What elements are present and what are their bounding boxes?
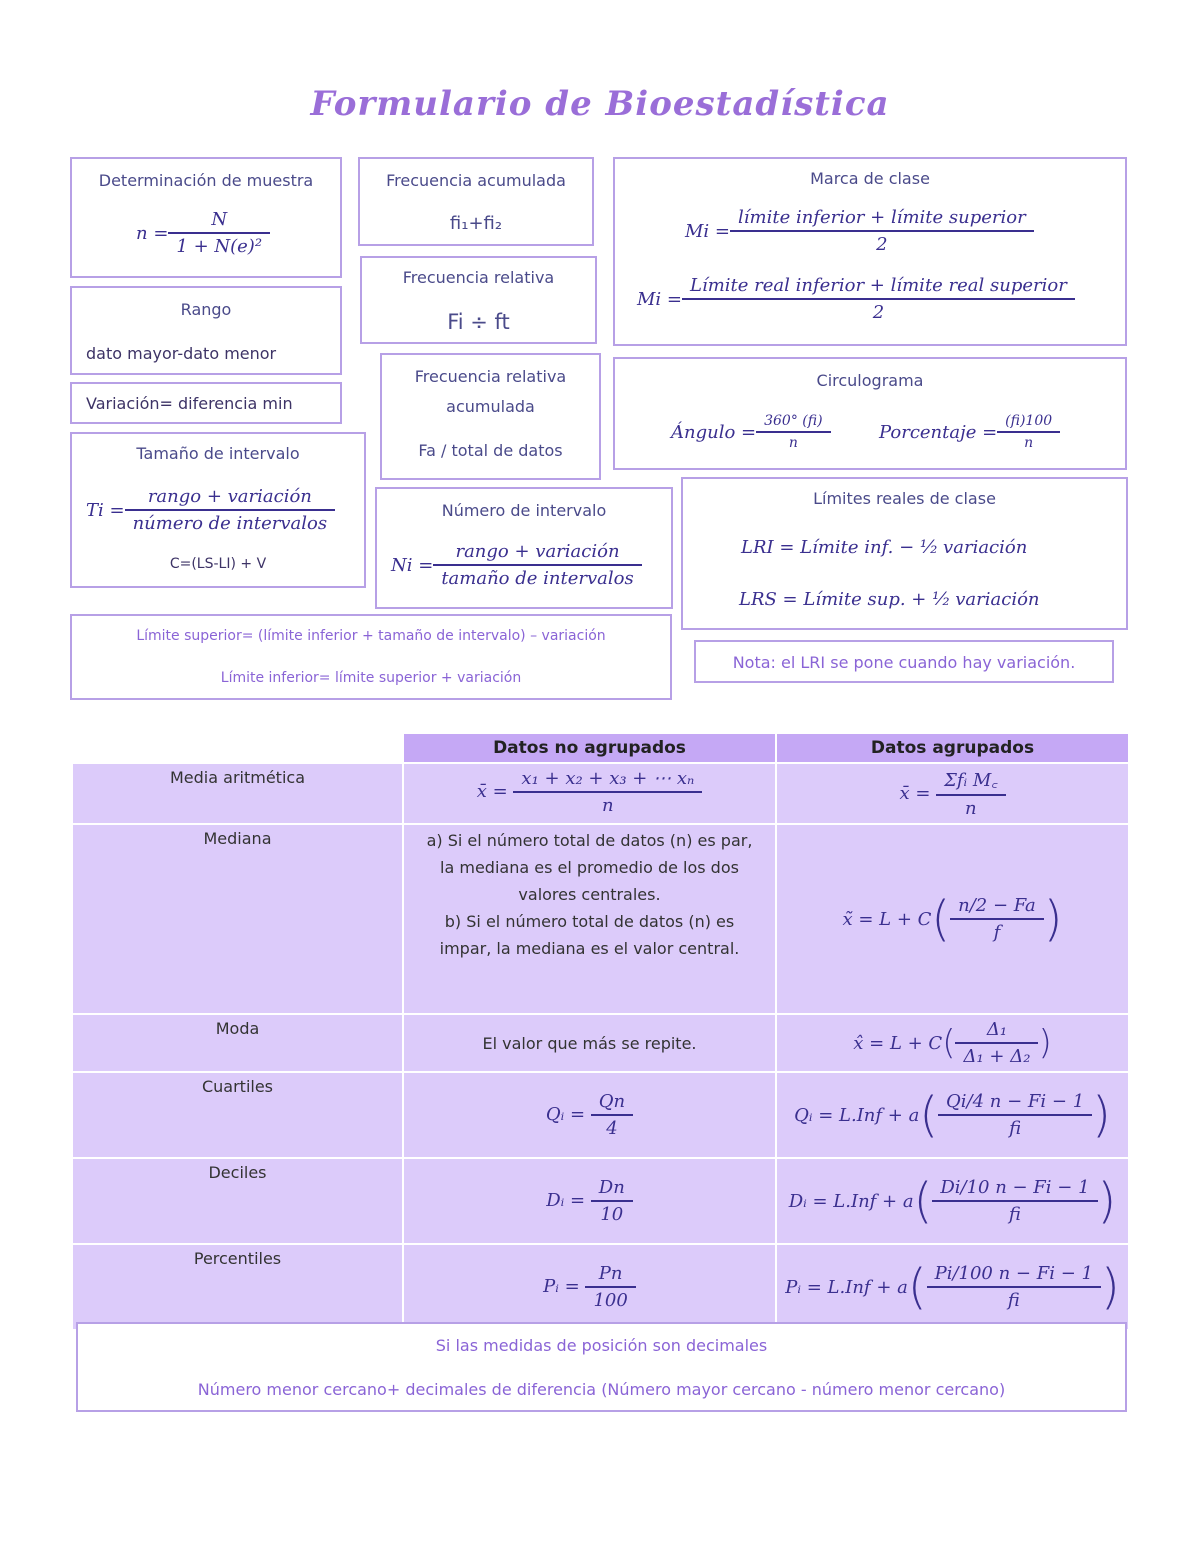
cell-no-agrupados [403,763,776,824]
box-header-2: acumulada [446,397,535,416]
formula-denominator: 10 [591,1200,633,1225]
paren-open: ( [913,1173,933,1229]
table-header-no-agrupados: Datos no agrupados [403,733,776,763]
formula-numerator: x₁ + x₂ + x₃ + ⋯ xₙ [521,768,695,789]
formula-denominator: 1 + N(e)² [168,232,270,257]
table-row-media [72,763,1129,824]
formula-lhs: Ti = [86,499,125,521]
limite-superior-text: Límite superior= (límite inferior + tamaño de intervalo) – variación [136,628,606,644]
box-header: Número de intervalo [441,501,607,520]
box-header: Rango [180,300,232,319]
box-header: Frecuencia acumulada [386,171,566,190]
frec-rel-acum-text: Fa / total de datos [418,441,563,460]
formula-denominator: 4 [591,1114,633,1139]
formula-angulo [671,413,831,451]
row-label: Moda [72,1014,403,1072]
table-row-percentiles [72,1244,1129,1330]
box-variacion [70,382,342,424]
box-numero-intervalo [375,487,673,609]
cell-no-agrupados [403,1244,776,1330]
formula-lhs: Qᵢ = L.Inf + a [794,1104,920,1126]
variacion-text: Variación= diferencia min [86,394,293,413]
box-header: Tamaño de intervalo [136,444,300,463]
paren-close: ) [1100,1259,1120,1315]
paren-close: ) [1038,1023,1052,1063]
box-header: Límites reales de clase [813,489,996,508]
table-header-row [72,733,1129,763]
formula-denominator: tamaño de intervalos [433,564,641,589]
mediana-par-text: a) Si el número total de datos (n) es par, la mediana es el promedio de los dos valores centrales. [426,831,753,904]
tamano-extra: C=(LS-LI) + V [169,556,267,572]
box-circulograma [613,357,1127,470]
table-row-cuartiles [72,1072,1129,1158]
formula-denominator: 100 [585,1286,635,1311]
table-row-moda [72,1014,1129,1072]
formula-denominator: número de intervalos [125,509,336,534]
decimales-title: Si las medidas de posición son decimales [435,1336,768,1355]
formula-numerator: Límite real inferior + límite real superior [690,275,1067,296]
formula-lhs: n = [136,222,169,244]
formula-numerator: Di/10 n − Fi − 1 [940,1177,1090,1198]
box-frecuencia-relativa [360,256,597,344]
row-label: Percentiles [72,1244,403,1330]
formula-numerator: Δ₁ [986,1019,1008,1040]
cell-agrupados [776,763,1129,824]
formula-denominator: 2 [730,230,1034,255]
table-header-agrupados: Datos agrupados [776,733,1129,763]
formula-denominator: n [997,431,1060,451]
mediana-impar-text: b) Si el número total de datos (n) es impar, la mediana es el valor central. [439,912,740,958]
formula-denominator: fi [927,1286,1101,1311]
formula-lhs: Porcentaje = [879,421,998,443]
box-header: Frecuencia relativa [414,367,567,386]
box-limite-superior-inferior [70,614,672,700]
paren-open: ( [919,1087,939,1143]
formula-numerator: Pi/100 n − Fi − 1 [934,1263,1093,1284]
box-frecuencia-acumulada [358,157,594,246]
box-rango [70,286,342,375]
cell-no-agrupados [403,1072,776,1158]
paren-open: ( [942,1023,956,1063]
formula-numerator: Qi/4 n − Fi − 1 [946,1091,1085,1112]
formula-tamano [86,486,335,534]
cell-agrupados [776,1244,1129,1330]
formula-lhs: Qᵢ = [545,1104,586,1125]
paren-open: ( [907,1259,927,1315]
formula-numero-intervalo [391,541,642,589]
cell-no-agrupados: El valor que más se repite. [403,1014,776,1072]
formula-numerator: Dn [598,1177,625,1198]
box-header: Circulograma [816,371,924,390]
row-label: Cuartiles [72,1072,403,1158]
formula-lhs: Ni = [391,554,434,576]
rango-text: dato mayor-dato menor [86,344,277,363]
formula-lhs: Mi = [685,220,730,242]
box-limites-reales [681,477,1128,630]
formula-numerator: 360° (fi) [764,413,823,429]
table-row-deciles [72,1158,1129,1244]
formula-lri: LRI = Límite inf. − ¹⁄₂ variación [741,537,1028,558]
formula-marca-1 [685,207,1034,255]
formula-denominator: 2 [682,298,1075,323]
row-label: Media aritmética [72,763,403,824]
formula-denominator: f [950,918,1044,943]
box-tamano-intervalo [70,432,366,588]
formula-lhs: Mi = [637,288,682,310]
formula-lhs: Ángulo = [671,421,757,443]
cell-no-agrupados [403,1158,776,1244]
formula-marca-2 [637,275,1075,323]
formula-lhs: Pᵢ = [543,1276,580,1297]
formula-lhs: Dᵢ = [546,1190,586,1211]
box-nota [694,640,1114,683]
page-title: Formulario de Bioestadística [310,84,890,124]
formula-denominator: n [513,791,702,816]
cell-agrupados [776,1158,1129,1244]
formula-lhs: x̂ = L + C [853,1032,943,1054]
formula-lhs: x̄ = [476,781,508,802]
box-decimales [76,1322,1127,1412]
cell-agrupados [776,1014,1129,1072]
box-header: Determinación de muestra [98,171,314,190]
paren-close: ) [1097,1173,1117,1229]
box-marca-clase [613,157,1127,346]
formula-denominator: n [936,794,1005,819]
formula-numerator: Qn [598,1091,626,1112]
formula-porcentaje [879,413,1060,451]
limite-inferior-text: Límite inferior= límite superior + variación [220,670,522,686]
box-header: Frecuencia relativa [402,268,555,287]
decimales-text: Número menor cercano+ decimales de diferencia (Número mayor cercano - número menor cercano) [197,1380,1006,1399]
measures-table [71,732,1130,1331]
formula-denominator: fi [938,1114,1092,1139]
box-header: Marca de clase [810,169,930,188]
formula-lhs: x̄ = [899,782,931,804]
formula-lhs: x̃ = L + C [842,908,932,930]
formula-numerator: n/2 − Fa [958,895,1036,916]
frec-acum-text: fi₁+fi₂ [449,213,503,234]
formula-lhs: Pᵢ = L.Inf + a [785,1276,908,1298]
table-header-blank [72,733,403,763]
cell-no-agrupados [403,824,776,1014]
formula-numerator: Pn [598,1263,623,1284]
formula-numerator: rango + variación [455,541,620,562]
paren-close: ) [1043,891,1063,947]
formula-numerator: rango + variación [147,486,312,507]
formula-lhs: Dᵢ = L.Inf + a [788,1190,914,1212]
cell-agrupados [776,824,1129,1014]
formula-numerator: Σfᵢ M꜀ [944,770,998,791]
formula-numerator: (fi)100 [1005,413,1053,429]
box-frecuencia-relativa-acumulada [380,353,601,480]
paren-close: ) [1092,1087,1111,1143]
row-label: Mediana [72,824,403,1014]
formula-denominator: n [756,431,830,451]
row-label: Deciles [72,1158,403,1244]
frec-rel-text: Fi ÷ ft [447,310,510,334]
formula-denominator: Δ₁ + Δ₂ [955,1042,1038,1067]
paren-open: ( [931,891,951,947]
formula-denominator: fi [932,1200,1097,1225]
formula-muestra [136,209,270,257]
box-determinacion-muestra [70,157,342,278]
formula-numerator: límite inferior + límite superior [738,207,1026,228]
cell-agrupados [776,1072,1129,1158]
formula-lrs: LRS = Límite sup. + ¹⁄₂ variación [739,589,1040,610]
nota-text: Nota: el LRI se pone cuando hay variación. [732,653,1076,672]
formula-numerator: N [211,209,228,230]
table-row-mediana [72,824,1129,1014]
